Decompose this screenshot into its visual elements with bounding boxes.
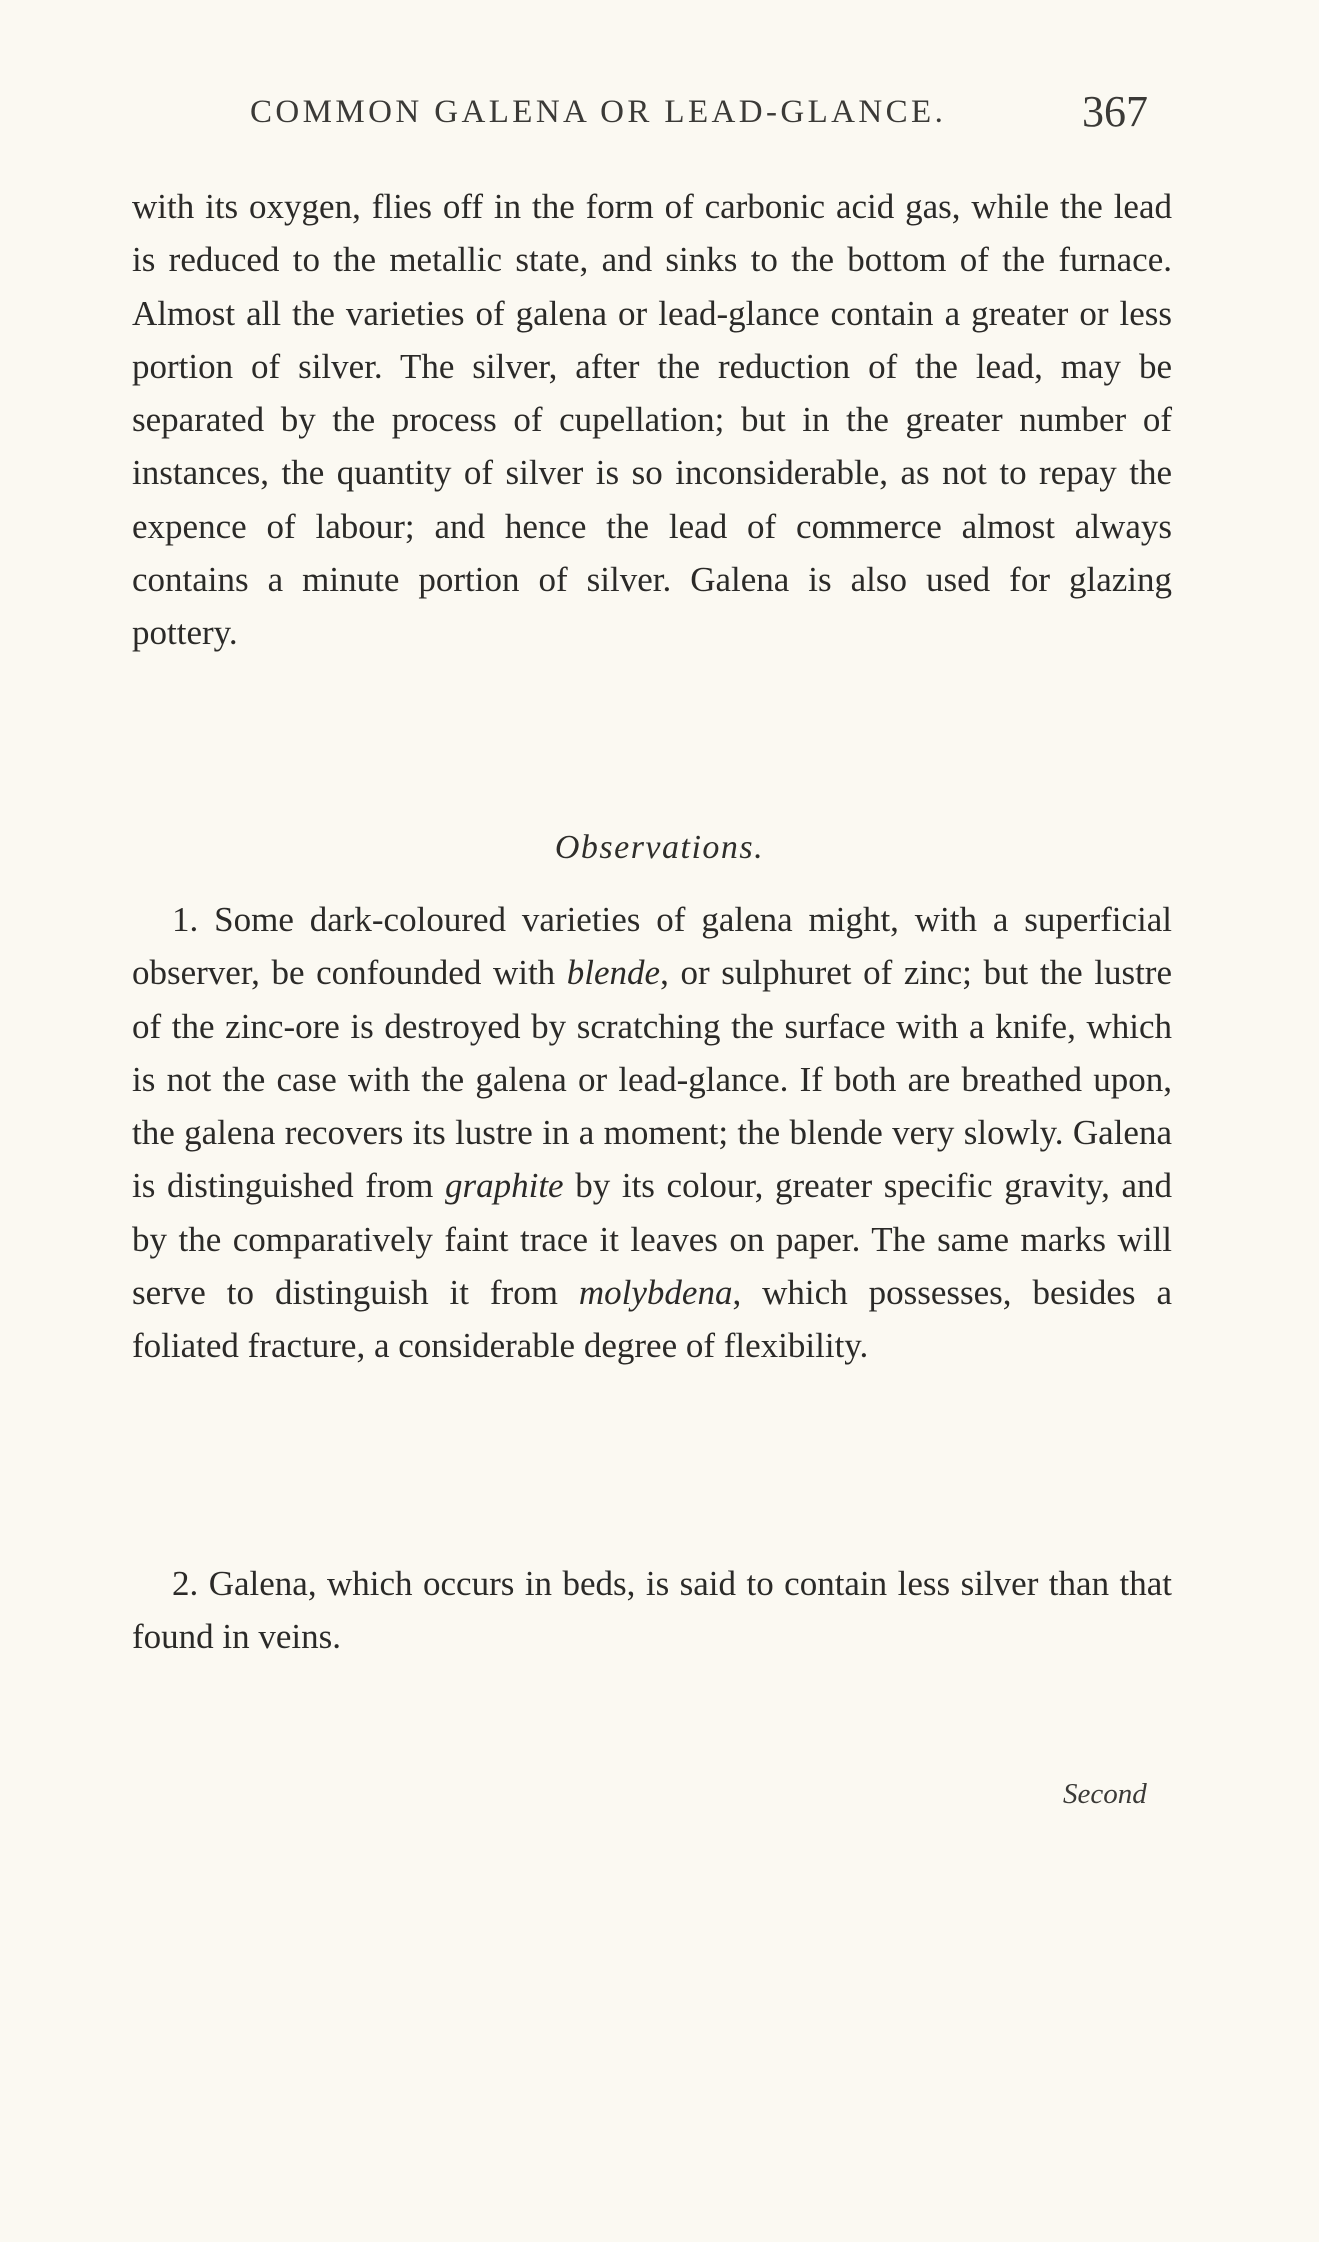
observation-1-term-blende: blende	[566, 953, 661, 993]
observation-1-text-a: Some dark-coloured varieties of galena might, with a superficial observer, be confounded with	[132, 900, 1172, 993]
observation-1	[132, 893, 1172, 1373]
page-number: 367	[1082, 87, 1148, 136]
observation-1-text-c: by its colour, greater specific gravity, and by the comparatively faint trace it leaves on paper. The same marks will serve to distinguish it from	[132, 1166, 1172, 1313]
paragraph-galena-uses: with its oxygen, flies off in the form of carbonic acid gas, while the lead is reduced to the metallic state, and sinks to the bottom of the furnace. Almost all the varieties of galena or lead-glance contain a greater or less portion of silver. The silver, after the reduction of the lead, may be separated by the process of cupellation; but in the greater number of instances, the quantity of silver is so inconsiderable, as not to repay the expence of labour; and hence the lead of commerce almost always contains a minute portion of silver. Galena is also used for glazing pottery.	[132, 187, 1172, 653]
observation-1-text-b: , or sulphuret of zinc; but the lustre of the zinc-ore is destroyed by scratching the surface with a knife, which is not the case with the galena or lead-glance. If both are breathed upon, the galena recovers its lustre in a moment; the blende very slowly. Galena is distinguished from	[132, 953, 1172, 1206]
observation-1-text-d: , which possesses, besides a foliated fracture, a considerable degree of flexibility.	[132, 1273, 1172, 1366]
section-heading-observations: Observations.	[554, 829, 765, 866]
observation-1-number: 1.	[172, 900, 199, 939]
observation-1-term-graphite: graphite	[444, 1166, 564, 1206]
observation-1-term-molybdena: molybdena	[578, 1273, 733, 1313]
running-head-title: COMMON GALENA OR LEAD-GLANCE.	[250, 94, 947, 130]
observation-2-number: 2.	[172, 1564, 199, 1603]
observation-2	[132, 1557, 1172, 1664]
catchword: Second	[1063, 1778, 1147, 1810]
observation-2-text: Galena, which occurs in beds, is said to contain less silver than that found in veins.	[132, 1564, 1173, 1657]
